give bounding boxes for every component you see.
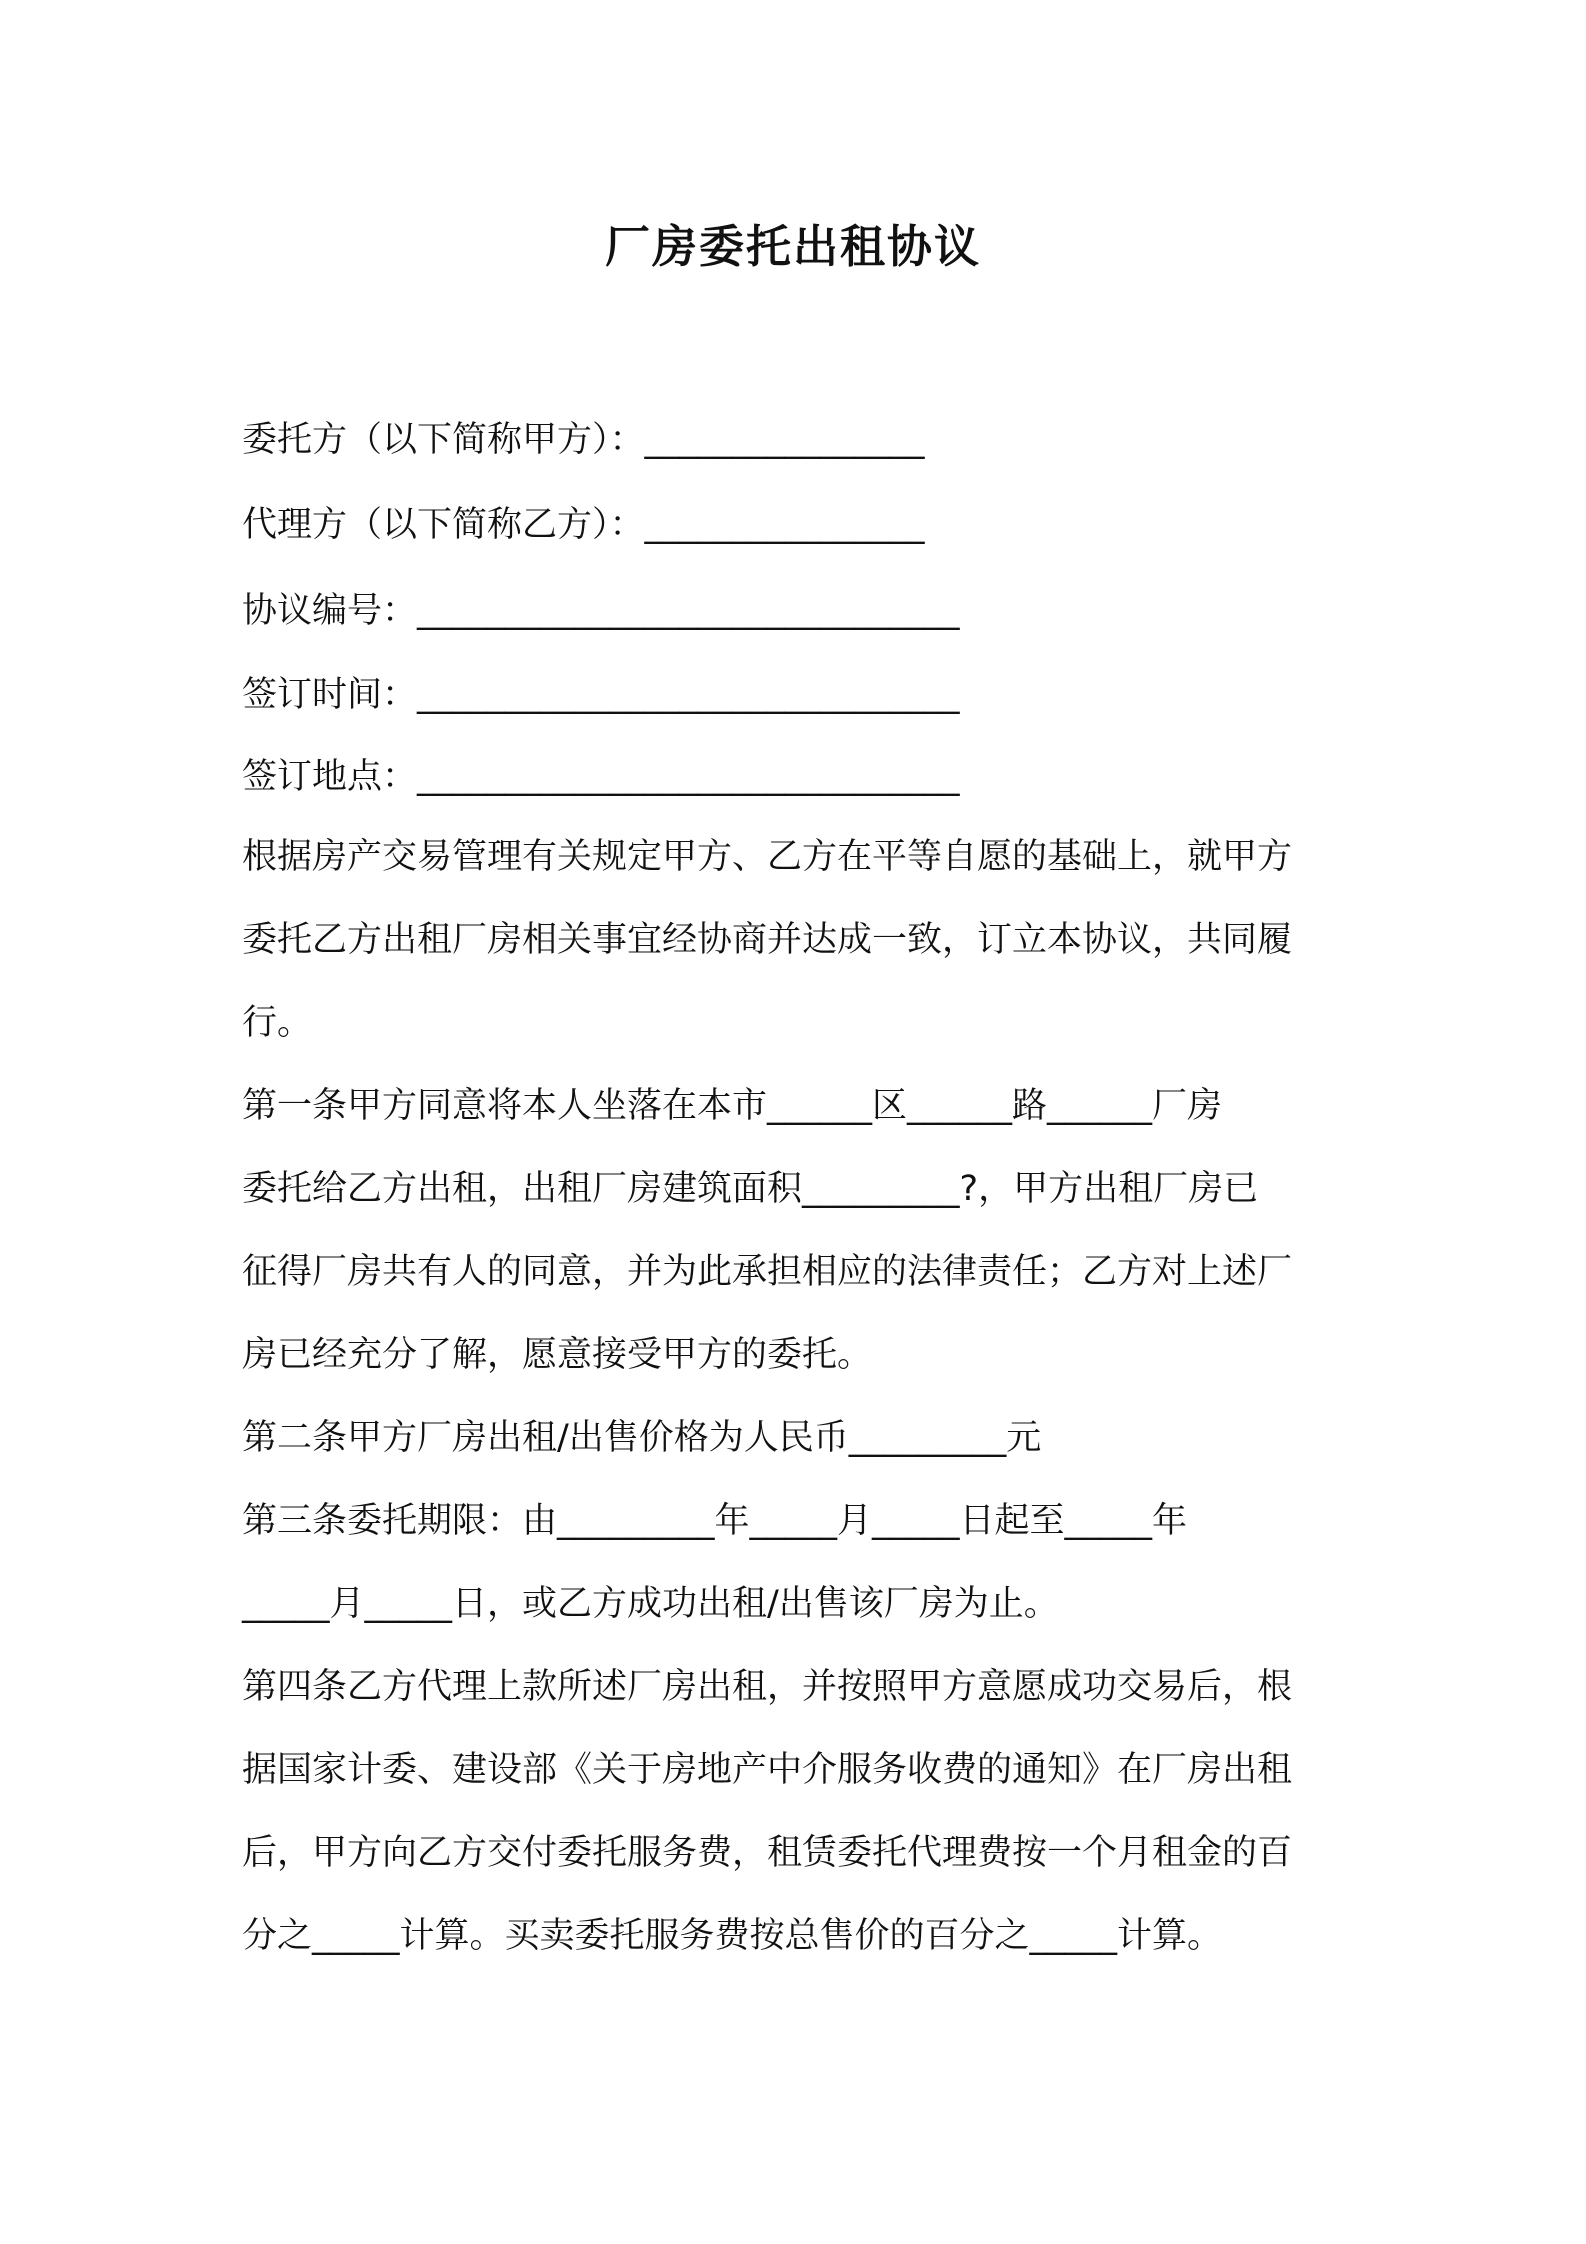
article-1-line-2: 委托给乙方出租，出租厂房建筑面积_________?，甲方出租厂房已	[242, 1169, 1259, 1209]
intro-line-1: 根据房产交易管理有关规定甲方、乙方在平等自愿的基础上，就甲方	[242, 837, 1293, 877]
party-b-field: 代理方（以下简称乙方）：________________	[242, 505, 925, 545]
article-4-line-3: 后，甲方向乙方交付委托服务费，租赁委托代理费按一个月租金的百	[242, 1833, 1293, 1873]
document-title: 厂房委托出租协议	[604, 220, 981, 273]
article-1-line-3: 征得厂房共有人的同意，并为此承担相应的法律责任；乙方对上述厂	[242, 1252, 1293, 1292]
party-a-field: 委托方（以下简称甲方）：________________	[242, 420, 925, 460]
article-3-line-2: _____月_____日，或乙方成功出租/出售该厂房为止。	[242, 1584, 1059, 1624]
article-1-line-1: 第一条甲方同意将本人坐落在本市______区______路______厂房	[242, 1086, 1223, 1126]
article-2-line-1: 第二条甲方厂房出租/出售价格为人民币_________元	[242, 1418, 1042, 1458]
signing-place-field: 签订地点：_______________________________	[242, 757, 960, 797]
intro-line-3: 行。	[242, 1003, 313, 1043]
agreement-number-field: 协议编号：_______________________________	[242, 591, 960, 631]
article-3-line-1: 第三条委托期限：由_________年_____月_____日起至_____年	[242, 1501, 1188, 1541]
intro-line-2: 委托乙方出租厂房相关事宜经协商并达成一致，订立本协议，共同履	[242, 920, 1293, 960]
article-1-line-4: 房已经充分了解，愿意接受甲方的委托。	[242, 1335, 873, 1375]
article-4-line-4: 分之_____计算。买卖委托服务费按总售价的百分之_____计算。	[242, 1916, 1223, 1956]
article-4-line-1: 第四条乙方代理上款所述厂房出租，并按照甲方意愿成功交易后，根	[242, 1667, 1293, 1707]
article-4-line-2: 据国家计委、建设部《关于房地产中介服务收费的通知》在厂房出租	[242, 1750, 1293, 1790]
signing-time-field: 签订时间：_______________________________	[242, 675, 960, 715]
